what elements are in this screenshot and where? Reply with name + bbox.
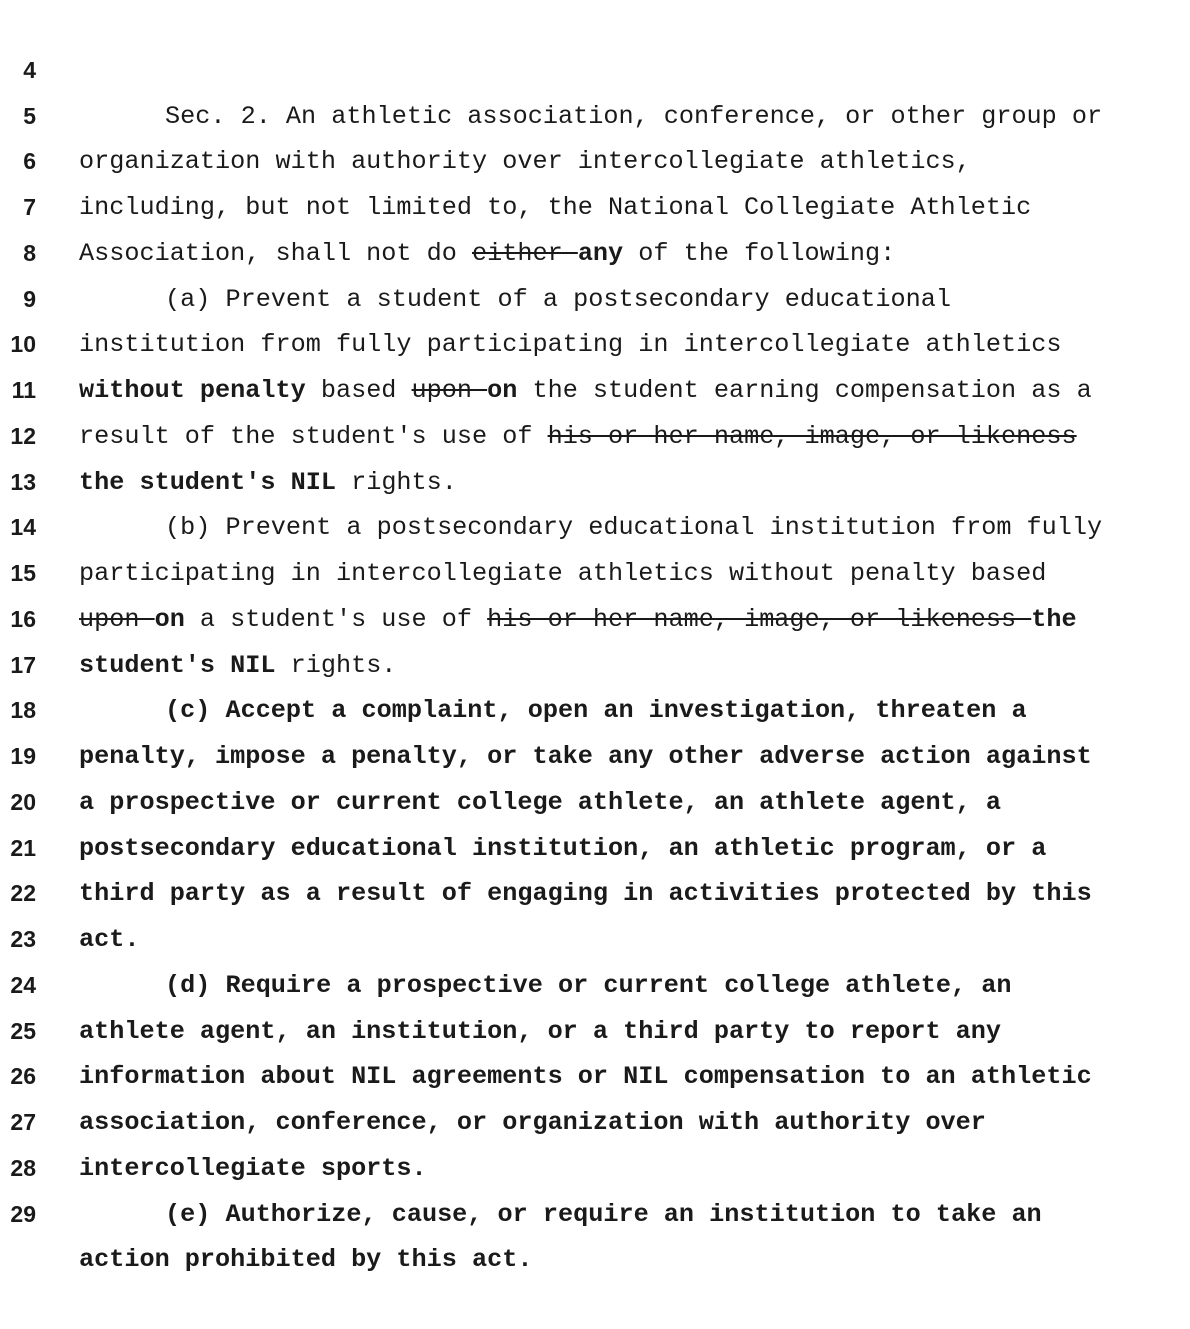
inserted-text: act. bbox=[79, 925, 140, 954]
line-number: 28 bbox=[10, 1154, 36, 1181]
inserted-text: third party as a result of engaging in activities protected by this bbox=[79, 879, 1092, 909]
text-segment: the student earning compensation as a bbox=[517, 376, 1092, 405]
bill-text-document bbox=[0, 2, 1190, 1275]
inserted-text: postsecondary educational institution, an athletic program, or a bbox=[79, 833, 1047, 863]
inserted-text: student's NIL bbox=[79, 650, 276, 680]
text-segment: (b) Prevent a postsecondary educational institution from fully bbox=[165, 513, 1103, 543]
text-segment: institution from fully participating in intercollegiate athletics bbox=[79, 330, 1062, 360]
inserted-text: without penalty bbox=[79, 376, 306, 405]
text-segment: Sec. 2. An athletic association, conference, or other group or bbox=[165, 101, 1103, 131]
inserted-text: penalty, impose a penalty, or take any other adverse action against bbox=[79, 742, 1092, 771]
inserted-text: (d) Require a prospective or current college athlete, an bbox=[165, 970, 1012, 1000]
text-segment: participating in intercollegiate athletics without penalty based bbox=[79, 559, 1047, 588]
deleted-text: either bbox=[472, 238, 578, 268]
deleted-text: upon bbox=[79, 604, 155, 634]
line-number: 19 bbox=[10, 743, 36, 769]
line-number: 20 bbox=[10, 788, 36, 815]
inserted-text: (e) Authorize, cause, or require an institution to take an bbox=[165, 1199, 1042, 1229]
inserted-text: information about NIL agreements or NIL compensation to an athletic bbox=[79, 1062, 1092, 1092]
inserted-text: the student's NIL bbox=[79, 467, 336, 497]
text-segment: Association, shall not do bbox=[79, 238, 472, 268]
inserted-text: athlete agent, an institution, or a third party to report any bbox=[79, 1016, 1002, 1046]
line-number: 5 bbox=[23, 102, 36, 129]
deleted-text: his or her name, image, or likeness bbox=[487, 604, 1032, 634]
line-text bbox=[79, 1192, 1042, 1238]
line-number: 13 bbox=[10, 468, 36, 495]
inserted-text: on bbox=[487, 376, 518, 405]
line-number: 7 bbox=[23, 194, 36, 220]
line-number: 26 bbox=[10, 1063, 36, 1090]
line-number: 29 bbox=[10, 1200, 36, 1227]
text-segment: (a) Prevent a student of a postsecondary educational bbox=[165, 284, 951, 314]
text-segment: rights. bbox=[275, 650, 397, 680]
line-number: 21 bbox=[10, 834, 36, 861]
line-4 bbox=[0, 2, 1190, 131]
deleted-text: upon bbox=[411, 376, 488, 405]
inserted-text: the bbox=[1031, 604, 1077, 634]
line-number: 9 bbox=[23, 285, 36, 312]
line-number: 24 bbox=[10, 971, 36, 998]
line-number: 18 bbox=[10, 697, 36, 724]
inserted-text: association, conference, or organization with authority over bbox=[79, 1108, 986, 1137]
text-segment: based bbox=[305, 376, 412, 405]
text-segment: organization with authority over intercollegiate athletics, bbox=[79, 147, 971, 177]
inserted-text: action prohibited by this act. bbox=[79, 1245, 533, 1275]
deleted-text: his or her name, image, or likeness bbox=[547, 421, 1077, 451]
inserted-text: a prospective or current college athlete, an athlete agent, a bbox=[79, 787, 1002, 817]
line-number: 27 bbox=[10, 1109, 36, 1135]
inserted-text: intercollegiate sports. bbox=[79, 1153, 427, 1183]
text-segment: including, but not limited to, the National Collegiate Athletic bbox=[79, 193, 1032, 222]
line-number: 8 bbox=[23, 239, 36, 266]
inserted-text: on bbox=[154, 604, 185, 634]
inserted-text: any bbox=[577, 238, 624, 268]
line-number: 4 bbox=[23, 56, 36, 83]
text-segment: a student's use of bbox=[184, 604, 488, 634]
line-number: 6 bbox=[23, 148, 36, 175]
line-number: 10 bbox=[10, 331, 36, 358]
text-segment: rights. bbox=[335, 467, 457, 497]
line-number: 23 bbox=[10, 926, 36, 952]
line-number: 11 bbox=[11, 377, 36, 403]
line-number: 16 bbox=[10, 605, 36, 632]
text-segment: of the following: bbox=[623, 238, 896, 268]
line-text bbox=[79, 1237, 532, 1283]
line-number: 22 bbox=[10, 880, 36, 907]
line-number: 14 bbox=[10, 514, 36, 541]
line-number: 15 bbox=[10, 560, 36, 586]
inserted-text: (c) Accept a complaint, open an investigation, threaten a bbox=[165, 696, 1027, 726]
line-number: 25 bbox=[10, 1017, 36, 1044]
text-segment: result of the student's use of bbox=[79, 421, 548, 451]
line-number: 12 bbox=[10, 422, 36, 449]
line-number: 17 bbox=[10, 651, 36, 678]
